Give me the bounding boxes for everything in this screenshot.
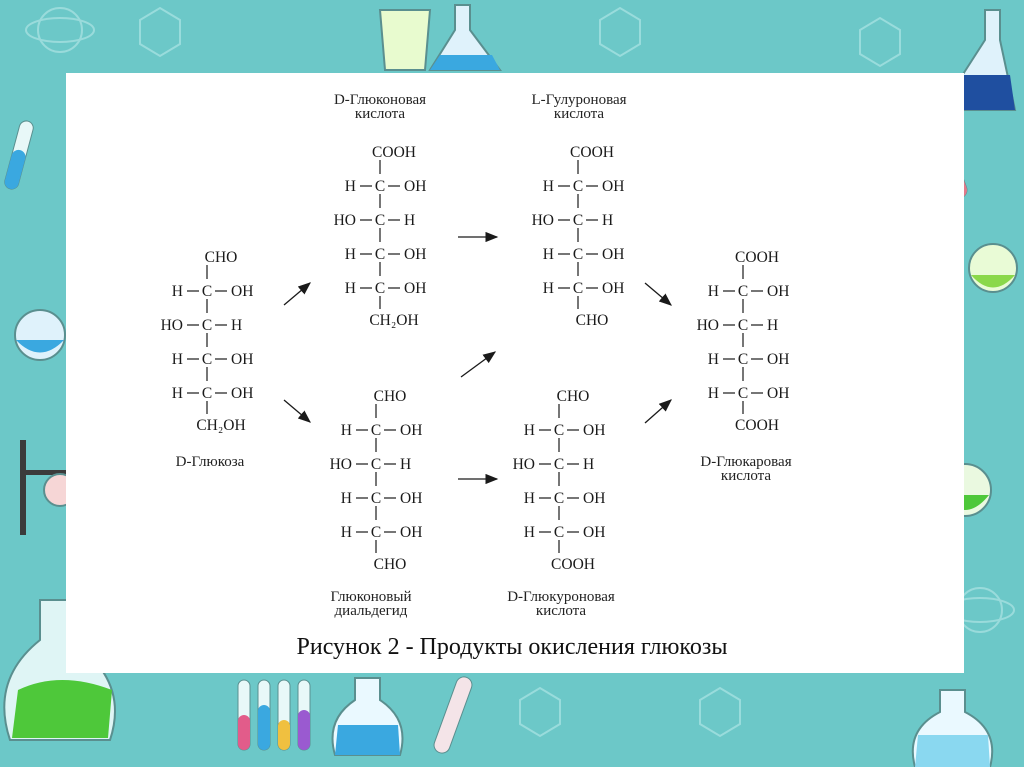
arrow bbox=[284, 400, 310, 422]
left-substituent: H bbox=[340, 524, 352, 541]
carbon-atom: C bbox=[370, 524, 382, 541]
bottom-group: CH₂OH bbox=[196, 417, 246, 434]
label-gluconic-dialdehyde: Глюконовый диальдегид bbox=[330, 589, 412, 619]
top-group: COOH bbox=[570, 144, 614, 161]
bottom-group: CHO bbox=[575, 312, 609, 329]
figure-caption: Рисунок 2 - Продукты окисления глюкозы bbox=[296, 634, 728, 660]
right-substituent: OH bbox=[583, 524, 606, 541]
arrow bbox=[284, 283, 310, 305]
right-substituent: OH bbox=[583, 490, 606, 507]
carbon-atom: C bbox=[553, 490, 565, 507]
carbon-atom: C bbox=[737, 317, 749, 334]
top-group: CHO bbox=[373, 388, 407, 405]
left-substituent: H bbox=[340, 490, 352, 507]
right-substituent: OH bbox=[767, 351, 790, 368]
carbon-atom: C bbox=[737, 385, 749, 402]
carbon-atom: C bbox=[553, 422, 565, 439]
bottom-group: CH₂OH bbox=[369, 312, 419, 329]
bottom-group: CHO bbox=[373, 556, 407, 573]
right-substituent: OH bbox=[231, 385, 254, 402]
right-substituent: OH bbox=[404, 280, 427, 297]
carbon-atom: C bbox=[374, 280, 386, 297]
right-substituent: H bbox=[231, 317, 243, 334]
right-substituent: H bbox=[583, 456, 595, 473]
right-substituent: H bbox=[404, 212, 416, 229]
top-group: COOH bbox=[735, 249, 779, 266]
carbon-atom: C bbox=[201, 317, 213, 334]
right-substituent: H bbox=[767, 317, 779, 334]
label-gluconic-acid: D-Глюконовая кислота bbox=[333, 92, 427, 122]
carbon-atom: C bbox=[572, 212, 584, 229]
left-substituent: HO bbox=[696, 317, 719, 334]
carbon-atom: C bbox=[370, 422, 382, 439]
arrow bbox=[645, 400, 671, 423]
left-substituent: HO bbox=[531, 212, 554, 229]
arrow bbox=[645, 283, 671, 305]
top-group: CHO bbox=[204, 249, 238, 266]
right-substituent: OH bbox=[400, 490, 423, 507]
left-substituent: H bbox=[707, 385, 719, 402]
right-substituent: OH bbox=[767, 385, 790, 402]
structure-glucose bbox=[161, 249, 254, 434]
carbon-atom: C bbox=[737, 351, 749, 368]
left-substituent: H bbox=[542, 246, 554, 263]
structure-glucaric bbox=[697, 249, 790, 434]
arrow bbox=[461, 352, 495, 377]
carbon-atom: C bbox=[201, 351, 213, 368]
left-substituent: H bbox=[707, 283, 719, 300]
right-substituent: H bbox=[400, 456, 412, 473]
carbon-atom: C bbox=[370, 490, 382, 507]
carbon-atom: C bbox=[572, 246, 584, 263]
left-substituent: HO bbox=[333, 212, 356, 229]
right-substituent: OH bbox=[231, 351, 254, 368]
carbon-atom: C bbox=[553, 456, 565, 473]
left-substituent: H bbox=[344, 246, 356, 263]
label-glucaric-acid: D-Глюкаровая кислота bbox=[700, 454, 792, 484]
right-substituent: OH bbox=[231, 283, 254, 300]
left-substituent: H bbox=[344, 178, 356, 195]
carbon-atom: C bbox=[737, 283, 749, 300]
carbon-atom: C bbox=[553, 524, 565, 541]
label-d-glucose: D-Глюкоза bbox=[175, 454, 245, 470]
structure-guluronic bbox=[532, 144, 625, 329]
right-substituent: OH bbox=[583, 422, 606, 439]
left-substituent: H bbox=[171, 351, 183, 368]
structure-dialdehyde bbox=[330, 388, 423, 573]
label-glucuronic-acid: D-Глюкуроновая кислота bbox=[507, 589, 615, 619]
left-substituent: HO bbox=[160, 317, 183, 334]
right-substituent: OH bbox=[404, 246, 427, 263]
right-substituent: OH bbox=[400, 524, 423, 541]
carbon-atom: C bbox=[374, 178, 386, 195]
right-substituent: OH bbox=[602, 280, 625, 297]
structure-glucuronic bbox=[513, 388, 606, 573]
left-substituent: H bbox=[171, 283, 183, 300]
right-substituent: OH bbox=[602, 178, 625, 195]
left-substituent: HO bbox=[329, 456, 352, 473]
left-substituent: HO bbox=[512, 456, 535, 473]
left-substituent: H bbox=[523, 490, 535, 507]
top-group: CHO bbox=[556, 388, 590, 405]
carbon-atom: C bbox=[374, 212, 386, 229]
right-substituent: OH bbox=[400, 422, 423, 439]
left-substituent: H bbox=[171, 385, 183, 402]
right-substituent: OH bbox=[404, 178, 427, 195]
carbon-atom: C bbox=[370, 456, 382, 473]
top-group: COOH bbox=[372, 144, 416, 161]
carbon-atom: C bbox=[201, 283, 213, 300]
left-substituent: H bbox=[344, 280, 356, 297]
right-substituent: OH bbox=[767, 283, 790, 300]
left-substituent: H bbox=[542, 178, 554, 195]
left-substituent: H bbox=[523, 422, 535, 439]
bottom-group: COOH bbox=[551, 556, 595, 573]
carbon-atom: C bbox=[201, 385, 213, 402]
carbon-atom: C bbox=[572, 280, 584, 297]
bottom-group: COOH bbox=[735, 417, 779, 434]
right-substituent: H bbox=[602, 212, 614, 229]
left-substituent: H bbox=[707, 351, 719, 368]
left-substituent: H bbox=[340, 422, 352, 439]
carbon-atom: C bbox=[374, 246, 386, 263]
label-guluronic-acid: L-Гулуроновая кислота bbox=[531, 92, 627, 122]
structure-gluconic bbox=[334, 144, 427, 329]
left-substituent: H bbox=[523, 524, 535, 541]
right-substituent: OH bbox=[602, 246, 625, 263]
left-substituent: H bbox=[542, 280, 554, 297]
carbon-atom: C bbox=[572, 178, 584, 195]
